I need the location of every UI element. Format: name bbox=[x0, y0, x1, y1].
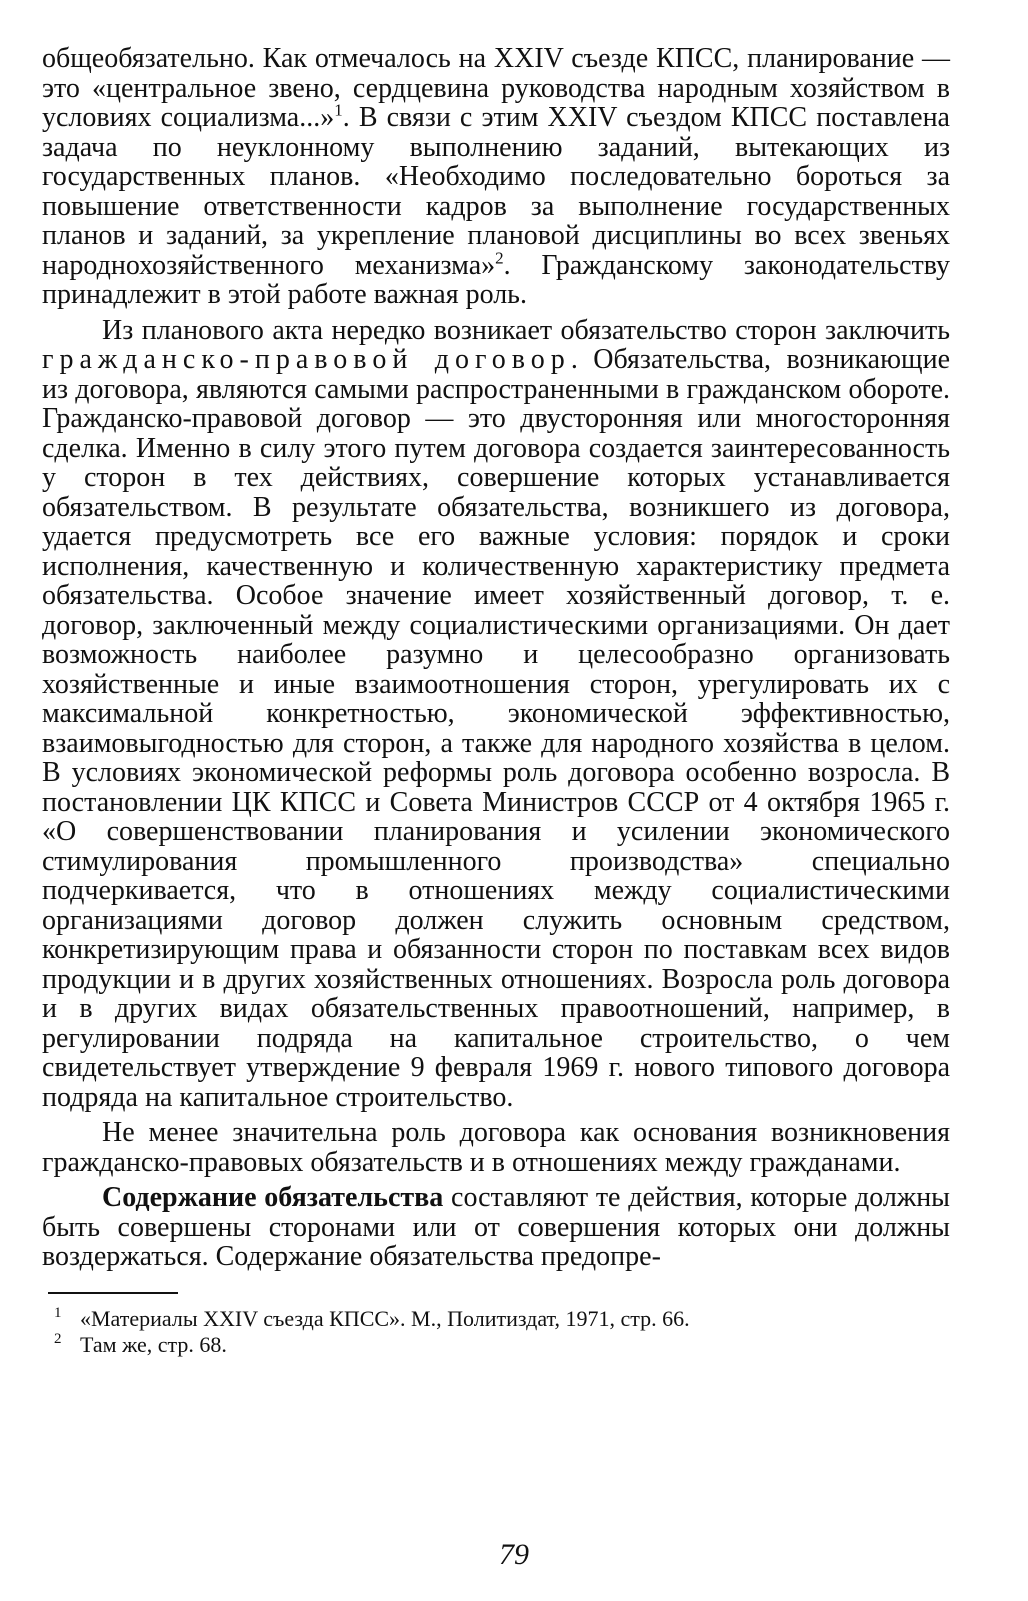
footnote-2-text: Там же, стр. 68. bbox=[80, 1331, 227, 1357]
paragraph-4-part-b: составляют те действия, которые должны быть совершены сторонами или от совершения которых они должны воздержаться. Содержание обязательства предопре- bbox=[42, 1182, 950, 1272]
footnote-ref-1: 1 bbox=[334, 100, 343, 120]
paragraph-1-part-a: общеобязательно. Как отмечалось на XXIV съезде КПСС, планирование — это «центральное звено, сердцевина руководства народным хозяйством в условиях социализма...» bbox=[42, 43, 950, 133]
footnote-2-mark: 2 bbox=[54, 1330, 62, 1347]
footnote-separator bbox=[48, 1292, 178, 1294]
bold-term: Содержание обязательства bbox=[102, 1182, 444, 1213]
footnote-1-mark: 1 bbox=[54, 1304, 62, 1321]
page-number: 79 bbox=[499, 1538, 529, 1571]
body-text bbox=[42, 44, 950, 1272]
paragraph-1-part-c: . Гражданскому законодательству принадлежит в этой работе важная роль. bbox=[42, 249, 950, 310]
paragraph-1-part-b: . В связи с этим XXIV съездом КПСС поставлена задача по неуклонному выполнению заданий, вытекающих из государственных планов. «Необходимо последовательно бороться за повышение ответственности кадров за выполнение государственных планов и заданий, за укрепление плановой дисциплины во всех звеньях народнохозяйственного механизма» bbox=[42, 102, 950, 281]
footnotes bbox=[42, 1306, 950, 1358]
paragraph-2 bbox=[42, 316, 950, 1113]
paragraph-2-part-a: Из планового акта нередко возникает обязательство сторон заключить bbox=[102, 314, 950, 346]
paragraph-2-part-b: . Обязательства, возникающие из договора, являются самыми распространенными в гражданском обороте. Гражданско-правовой договор — это двусторонняя или многосторонняя сделка. Именно в силу этого путем договора создается заинтересованность у сторон в тех действиях, совершение которых устанавливается обязательством. В результате обязательства, возникшего из договора, удается предусмотреть все его важные условия: порядок и сроки исполнения, качественную и количественную характеристику предмета обязательства. Особое значение имеет хозяйственный договор, т. е. договор, заключенный между социалистическими организациями. Он дает возможность наиболее разумно и целесообразно организовать хозяйственные и иные взаимоотношения сторон, урегулировать их с максимальной конкретностью, экономической эффективностью, взаимовыгодностью для сторон, а также для народного хозяйства в целом. В условиях экономической реформы роль договора особенно возросла. В постановлении ЦК КПСС и Совета Министров СССР от 4 октября 1965 г. «О совершенствовании планирования и усилении экономического стимулирования промышленного производства» специально подчеркивается, что в отношениях между социалистическими организациями договор должен служить основным средством, конкретизирующим права и обязанности сторон по поставкам всех видов продукции и в других хозяйственных отношениях. Возросла роль договора и в других видах обязательственных правоотношений, например, в регулировании подряда на капитальное строительство, о чем свидетельствует утверждение 9 февраля 1969 г. нового типового договора подряда на капитальное строительство. bbox=[42, 344, 950, 1113]
footnote-1-text: «Материалы XXIV съезда КПСС». М., Политиздат, 1971, стр. 66. bbox=[80, 1305, 690, 1331]
paragraph-4 bbox=[42, 1183, 950, 1272]
spaced-term: гражданско-правовой договор bbox=[42, 344, 571, 375]
footnote-ref-2: 2 bbox=[495, 248, 504, 268]
paragraph-3: Не менее значительна роль договора как основания возникновения гражданско-правовых обязательств и в отношениях между гражданами. bbox=[42, 1117, 950, 1178]
paragraph-1 bbox=[42, 44, 950, 310]
footnote-1 bbox=[42, 1306, 950, 1332]
footnote-2 bbox=[42, 1332, 950, 1358]
